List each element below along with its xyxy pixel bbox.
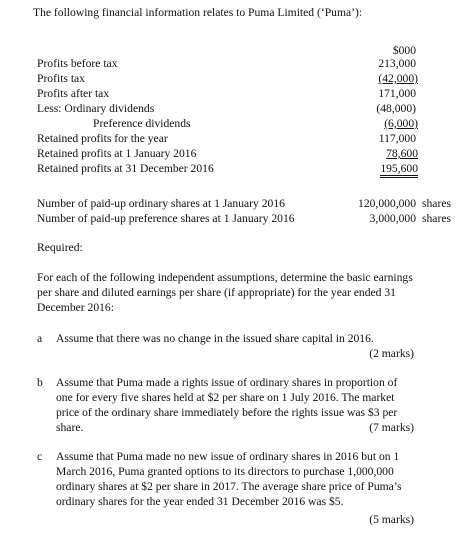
row-value: (42,000) (378, 72, 418, 85)
question-text: Assume that Puma made a rights issue of ordinary shares in proportion of one for every five shares held at $2 per share on 1 July 2016. The market price of the ordinary share immediately before the rights issue was $3 per share. (56, 376, 398, 434)
row-value: 78,600 (386, 147, 418, 160)
share-unit: shares (422, 212, 451, 225)
required-heading: Required: (37, 241, 83, 254)
row-label: Profits before tax (37, 57, 118, 70)
share-label: Number of paid-up preference shares at 1 January 2016 (37, 212, 295, 225)
question-letter: b (37, 376, 43, 389)
currency-header: $000 (392, 44, 416, 57)
row-value: (6,000) (384, 117, 418, 130)
share-label: Number of paid-up ordinary shares at 1 January 2016 (37, 197, 285, 210)
question-text: Assume that there was no change in the issued share capital in 2016. (56, 332, 374, 345)
row-label: Retained profits at 1 January 2016 (37, 147, 197, 160)
row-value: (48,000) (376, 102, 416, 115)
row-value: 195,600 (380, 161, 418, 176)
row-value: 117,000 (378, 132, 416, 145)
row-label: Less: Ordinary dividends (37, 102, 155, 115)
row-label: Preference dividends (93, 117, 191, 130)
row-label: Profits after tax (37, 87, 110, 100)
instruction-text: For each of the following independent assumptions, determine the basic earnings per share and diluted earnings per share (if appropriate) for the year ended 31 December 2016: (37, 271, 413, 314)
row-label: Retained profits at 31 December 2016 (37, 162, 214, 175)
question-marks: (7 marks) (369, 421, 414, 434)
question-text: Assume that Puma made no new issue of ordinary shares in 2016 but on 1 March 2016, Puma granted options to its directors to purchase 1,000,000 ordinary shares at $2 per share in 2017. The average share price of Puma’s ordinary shares for the year ended 31 December 2016 was $5. (56, 450, 402, 508)
row-value: 213,000 (378, 57, 416, 70)
question-letter: c (37, 450, 43, 463)
share-unit: shares (422, 197, 451, 210)
question-letter: a (37, 332, 43, 345)
share-value: 120,000,000 (358, 197, 416, 210)
row-label: Profits tax (37, 72, 85, 85)
intro-text: The following financial information relates to Puma Limited (‘Puma’): (33, 6, 363, 19)
question-marks: (5 marks) (369, 513, 414, 526)
row-value: 171,000 (378, 87, 416, 100)
question-marks: (2 marks) (369, 347, 414, 360)
share-value: 3,000,000 (369, 212, 416, 225)
row-label: Retained profits for the year (37, 132, 168, 145)
